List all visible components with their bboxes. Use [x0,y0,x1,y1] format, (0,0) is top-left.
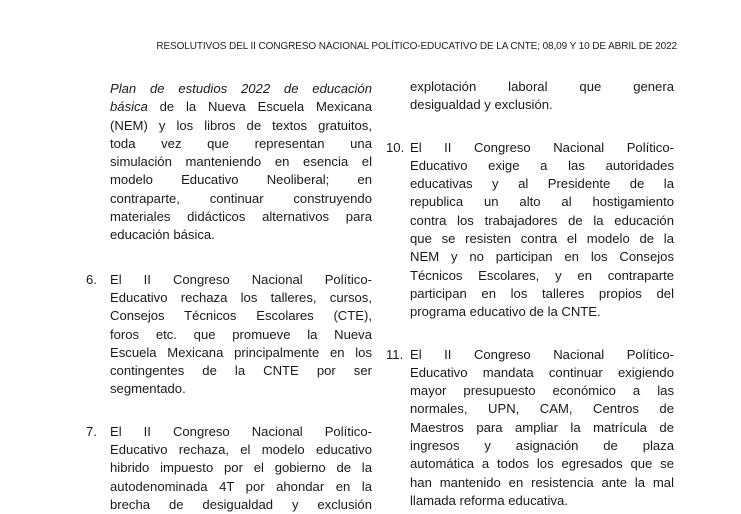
text-line: simulación manteniendo en esencia el [110,154,372,170]
list-item-10 [386,139,674,322]
text-line: automática a todos los egresados que se [410,456,674,472]
text-line: materiales didácticos alternativos para [110,209,372,225]
text-line: El II Congreso Nacional Político- [410,139,674,155]
text-line: ingresos y asignación de plaza [410,438,674,454]
text-line: foros etc. que promueve la Nueva [110,326,372,342]
text-line: Educativo mandata continuar exigiendo [410,364,674,380]
text-line: Maestros para ampliar la matrícula de [410,419,674,435]
text-line: autodenominada 4T por ahondar en la [110,478,372,494]
text-line: modelo Educativo Neoliberal; en [110,172,372,188]
text-line: que se resisten contra el modelo de la [410,231,674,247]
list-item-6 [86,271,372,399]
text-line: educación básica. [110,227,215,243]
text-line: programa educativo de la CNTE. [410,304,601,320]
text-line: toda vez que representan una [110,135,372,151]
text-line: segmentado. [110,381,186,397]
continued-paragraph [410,78,674,115]
intro-paragraph [110,80,372,245]
item-number: 11. [386,346,404,362]
text-line: Escuela Mexicana principalmente en los [110,344,372,360]
text-line: Educativo rechaza, el modelo educativo [110,442,372,458]
text-line: Plan de estudios 2022 de educación [110,81,372,96]
text-line: mayor presupuesto económico a las [410,383,674,399]
text-line: educativas y al Presidente de la [410,176,674,192]
text-line: contingentes de la CNTE por ser [110,363,372,379]
text-line: NEM y no participan en los Consejos [410,249,674,265]
text-line: Educativo rechaza los talleres, cursos, [110,289,372,305]
left-column [86,80,372,514]
text-line: normales, UPN, CAM, Centros de [410,401,674,417]
item-number: 10. [386,139,405,155]
text-line: El II Congreso Nacional Político- [110,271,372,287]
text-line: El II Congreso Nacional Político- [110,423,372,439]
text-line: Técnicos Escolares, y en contraparte [410,267,674,283]
text-line: hibrido impuesto por el gobierno de la [110,460,372,476]
text-line: básica de la Nueva Escuela Mexicana [110,99,372,115]
item-number: 7. [86,423,97,439]
text-line: Educativo exige a las autoridades [410,157,674,173]
text-line: contra los trabajadores de la educación [410,212,674,228]
text-line: participan en los talleres propios del [410,285,674,301]
text-line: han mantenido en resistencia ante la mal [410,474,674,490]
text-line: contraparte, continuar construyendo [110,190,372,206]
text-line: republica un alto al hostigamiento [410,194,674,210]
item-number: 6. [86,271,97,287]
text-line: brecha de desigualdad y exclusión [110,496,372,512]
text-line: Consejos Técnicos Escolares (CTE), [110,308,372,324]
text-line: desigualdad y exclusión. [410,97,553,113]
document-header: RESOLUTIVOS DEL II CONGRESO NACIONAL POLÍTICO-EDUCATIVO DE LA CNTE; 08,09 Y 10 DE ABRIL DE 2022 [156,41,677,52]
text-line: (NEM) y los libros de textos gratuitos, [110,117,372,133]
right-column [386,78,674,510]
text-line: explotación laboral que genera [410,79,674,94]
text-line: El II Congreso Nacional Político- [410,346,674,362]
text-line: llamada reforma educativa. [410,492,568,508]
list-item-7 [86,423,372,514]
